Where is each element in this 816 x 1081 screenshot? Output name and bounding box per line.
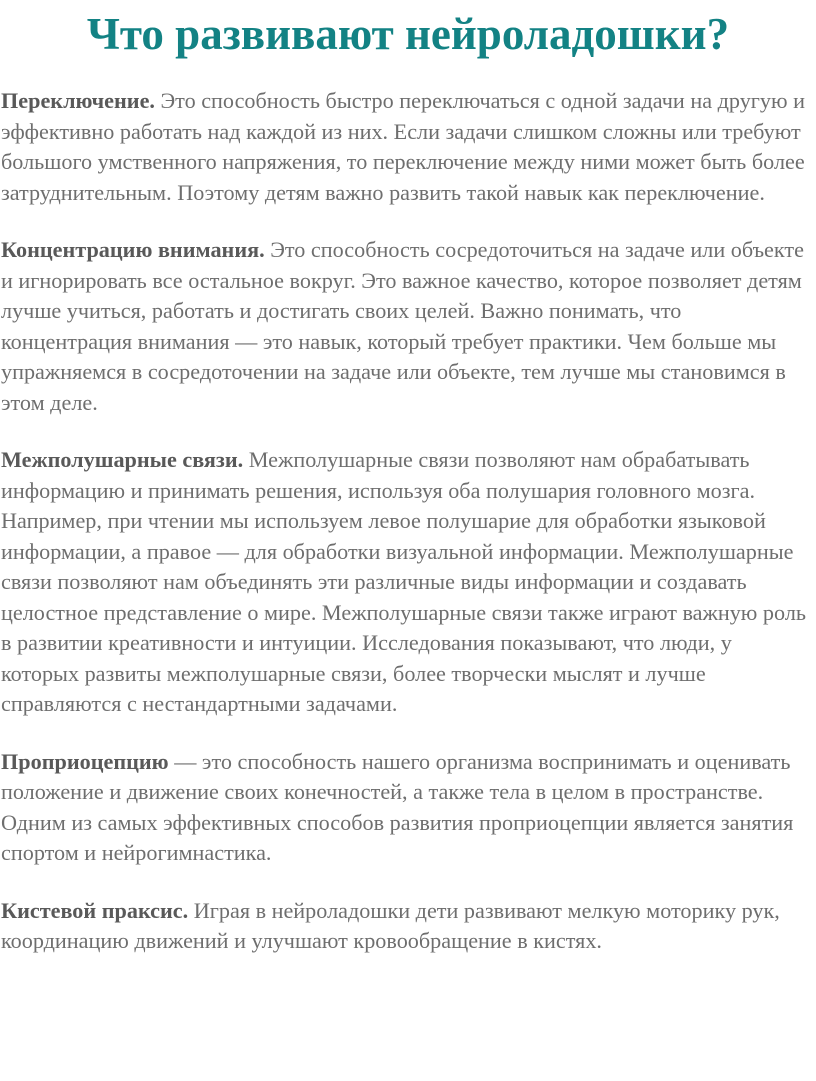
section-attention (1, 235, 813, 418)
section-text: Играя в нейроладошки дети развивают мелкую моторику рук, координацию движений и улучшают кровообращение в кистях. (1, 897, 780, 953)
section-switching (1, 86, 813, 208)
section-interhemispheric (1, 445, 813, 720)
section-text: Это способность быстро переключаться с одной задачи на другую и эффективно работать над каждой из них. Если задачи слишком сложны или требуют большого умственного напряжения, то переключение между ними может быть более затруднительным. Поэтому детям важно развить такой навык как переключение. (1, 88, 805, 205)
section-term: Межполушарные связи. (1, 447, 244, 472)
section-text: Это способность сосредоточиться на задаче или объекте и игнорировать все остальное вокруг. Это важное качество, которое позволяет детям лучше учиться, работать и достигать своих целей. Важно понимать, что концентрация внимания — это навык, который требует практики. Чем больше мы упражняемся в сосредоточении на задаче или объекте, тем лучше мы становимся в этом деле. (1, 237, 804, 415)
section-term: Концентрацию внимания. (1, 237, 265, 262)
section-term: Переключение. (1, 88, 155, 113)
section-term: Кистевой праксис. (1, 897, 189, 923)
document-body (1, 86, 813, 984)
section-text: — это способность нашего организма воспринимать и оценивать положение и движение своих конечностей, а также тела в целом в пространстве. Одним из самых эффективных способов развития проприоцепции является занятия спортом и нейрогимнастика. (1, 748, 794, 865)
section-proprioception (1, 747, 813, 869)
section-term: Проприоцепцию (1, 748, 169, 774)
section-text: Межполушарные связи позволяют нам обрабатывать информацию и принимать решения, используя оба полушария головного мозга. Например, при чтении мы используем левое полушарие для обработки языковой информации, а правое — для обработки визуальной информации. Межполушарные связи позволяют нам объединять эти различные виды информации и создавать целостное представление о мире. Межполушарные связи также играют важную роль в развитии креативности и интуиции. Исследования показывают, что люди, у которых развиты межполушарные связи, более творчески мыслят и лучше справляются с нестандартными задачами. (1, 447, 807, 716)
section-hand-praxis (1, 896, 813, 957)
page-title: Что развивают нейроладошки? (86, 9, 730, 59)
